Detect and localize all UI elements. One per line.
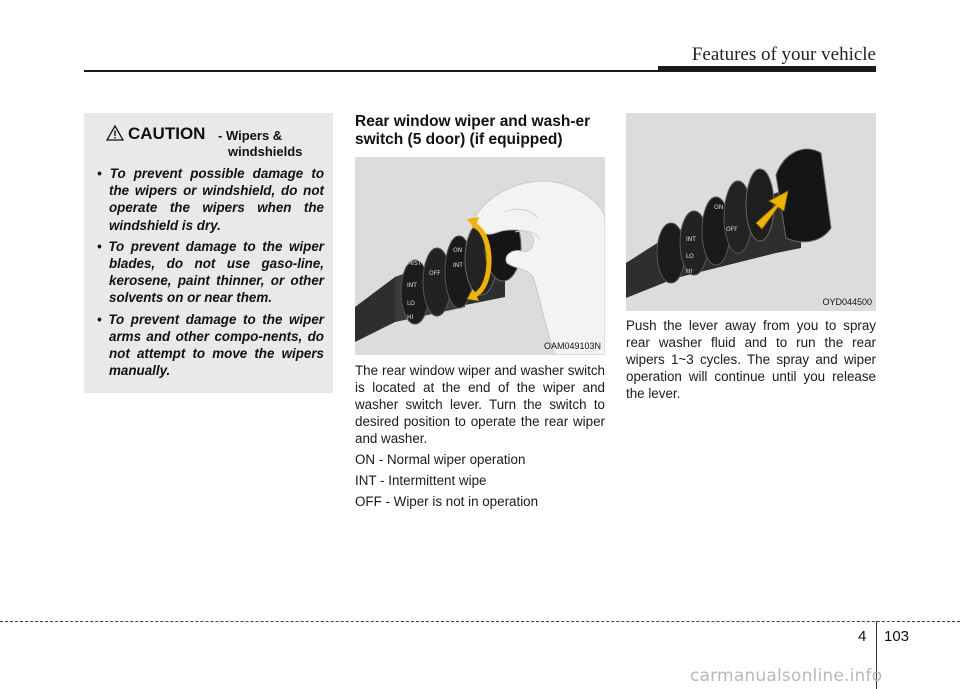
figure-rear-washer-push [626,113,876,311]
page-header-title: Features of your vehicle [691,44,876,65]
svg-text:INT: INT [407,282,417,289]
svg-text:HI: HI [407,314,414,321]
warning-triangle-icon [106,125,124,141]
caution-label: CAUTION [128,124,206,143]
wiper-switch-illustration [355,157,605,355]
position-item-int: INT - Intermittent wipe [355,473,487,488]
section-heading: Rear window wiper and wash-er switch (5 door) (if equipped) [355,113,591,148]
figure-code: OYD044500 [822,297,872,307]
caution-list [97,165,324,379]
header-rule-accent [658,66,876,72]
position-item-on: ON - Normal wiper operation [355,452,526,467]
chapter-number: 4 [858,628,867,645]
page-number-value: 103 [884,628,910,645]
svg-text:OFF: OFF [429,270,441,277]
svg-text:ON: ON [453,247,463,254]
caution-subtitle-line2: windshields [228,144,303,159]
caution-item: • To prevent damage to the wiper arms and other compo-nents, do not attempt to move the wipers manually. [97,311,324,379]
svg-text:ON: ON [714,204,724,211]
caution-subtitle-line1: - Wipers & [218,128,283,143]
caution-header [97,123,324,165]
figure-code: OAM049103N [543,341,601,351]
caution-item: • To prevent damage to the wiper blades, do not use gaso-line, kerosene, paint thinner, or other solvents on or near them. [97,238,324,306]
caution-subtitle [218,128,328,160]
svg-text:OFF: OFF [726,226,738,233]
svg-text:MIST: MIST [407,260,422,267]
middle-body [355,362,605,514]
caution-box [84,113,333,393]
svg-text:LO: LO [407,300,415,307]
caution-item: • To prevent possible damage to the wipers or windshield, do not operate the wipers when the windshield is dry. [97,166,324,233]
svg-text:INT: INT [686,236,696,243]
watermark-text: carmanualsonline.info [690,666,883,686]
position-item-off: OFF - Wiper is not in operation [355,494,539,509]
figure-rear-wiper-switch [355,157,605,355]
washer-lever-illustration [626,113,876,311]
svg-text:LO: LO [686,253,694,260]
svg-text:INT: INT [453,262,463,269]
right-paragraph: Push the lever away from you to spray rear washer fluid and to run the rear wipers 1~3 cycles. The spray and wiper operation will continue until you release the lever. [626,318,876,401]
svg-text:MIST: MIST [666,218,681,225]
footer-rule [0,621,960,622]
svg-text:HI: HI [686,268,693,275]
body-paragraph: The rear window wiper and washer switch is located at the end of the wiper and washer switch lever. Turn the switch to desired position to operate the rear wiper and washer. [355,363,605,446]
